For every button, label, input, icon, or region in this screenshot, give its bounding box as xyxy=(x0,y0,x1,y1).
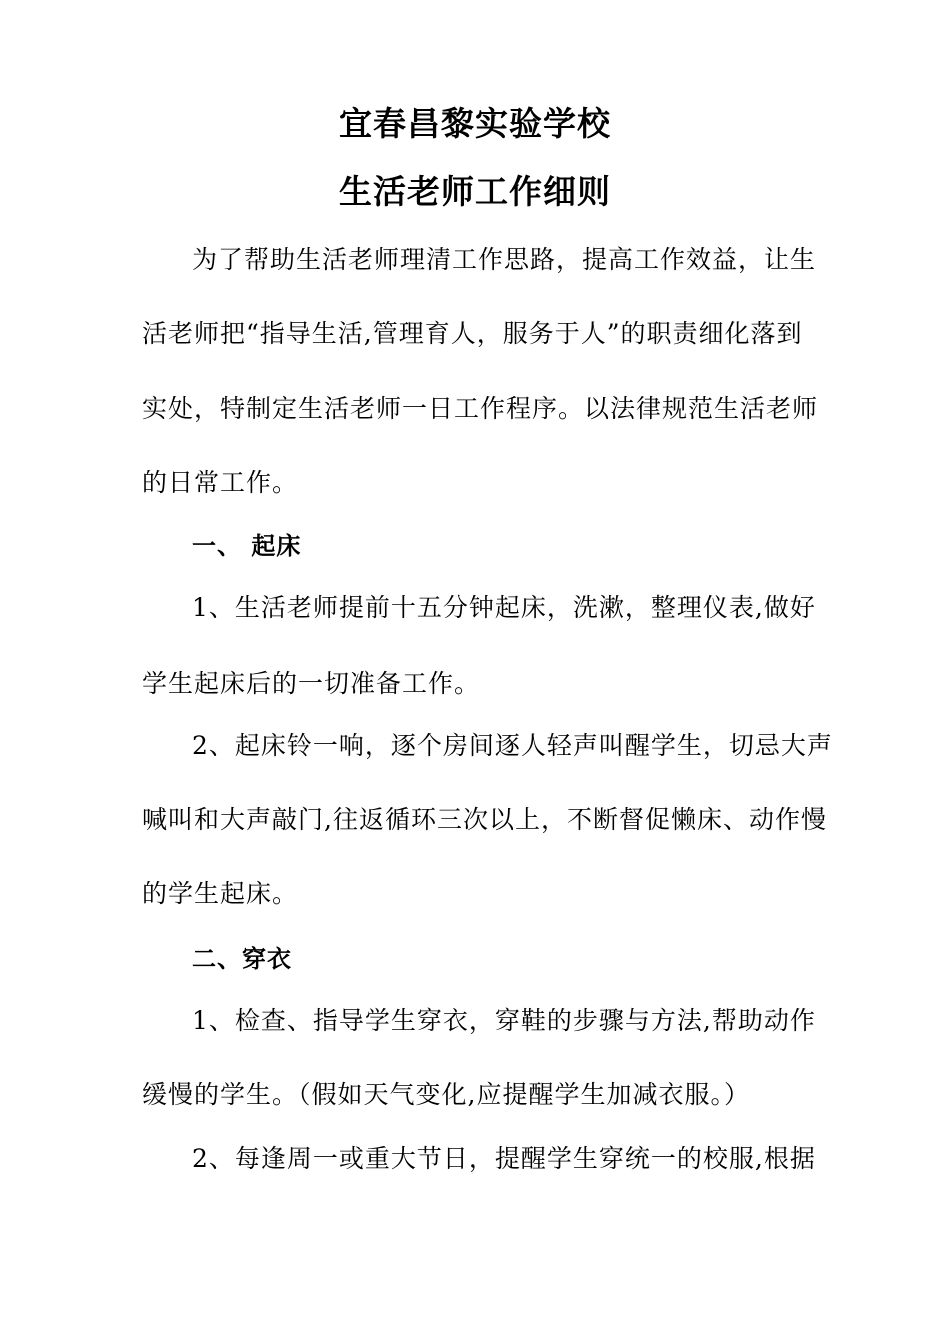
section-heading-getting-up: 一、 起床 xyxy=(192,532,302,560)
section1-item2-line-1: 2、起床铃一响，逐个房间逐人轻声叫醒学生，切忌大声 xyxy=(192,731,833,760)
school-name-title: 宜春昌黎实验学校 xyxy=(339,104,611,143)
section1-item2-line-3: 的学生起床。 xyxy=(142,879,299,908)
section1-item1-line-1: 1、生活老师提前十五分钟起床，洗漱，整理仪表,做好 xyxy=(192,593,816,622)
section2-item1-line-2: 缓慢的学生。（假如天气变化,应提醒学生加减衣服。） xyxy=(142,1080,750,1109)
section2-item2-line-1: 2、每逢周一或重大节日，提醒学生穿统一的校服,根据 xyxy=(192,1144,816,1173)
section2-item1-line-1: 1、检查、指导学生穿衣，穿鞋的步骤与方法,帮助动作 xyxy=(192,1006,816,1035)
intro-line-1: 为了帮助生活老师理清工作思路，提高工作效益，让生 xyxy=(192,245,817,274)
intro-line-2: 活老师把“指导生活,管理育人，服务于人”的职责细化落到 xyxy=(142,319,803,348)
section1-item2-line-2: 喊叫和大声敲门,往返循环三次以上，不断督促懒床、动作慢 xyxy=(142,805,827,834)
intro-line-3: 实处，特制定生活老师一日工作程序。以法律规范生活老师 xyxy=(142,394,819,423)
section1-item1-line-2: 学生起床后的一切准备工作。 xyxy=(142,669,481,698)
section-heading-dressing: 二、穿衣 xyxy=(192,945,292,973)
intro-line-4: 的日常工作。 xyxy=(142,468,299,497)
document-title: 生活老师工作细则 xyxy=(339,172,611,211)
